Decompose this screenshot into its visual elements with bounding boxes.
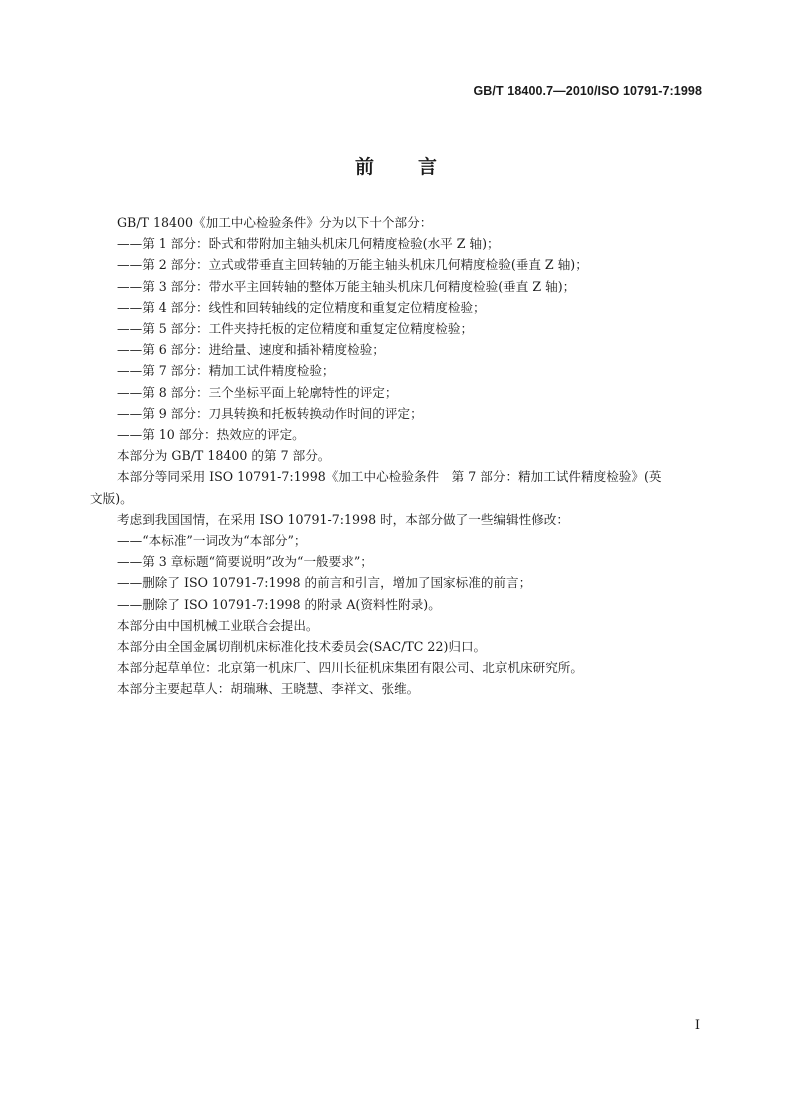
paragraph-proposer: 本部分由中国机械工业联合会提出。: [117, 617, 319, 633]
list-item-modification-3: ——删除了 ISO 10791-7:1998 的前言和引言，增加了国家标准的前言；: [117, 575, 532, 591]
paragraph-modifications: 考虑到我国国情，在采用 ISO 10791-7:1998 时，本部分做了一些编辑性修改：: [117, 511, 569, 527]
page-title: 前言: [354, 156, 481, 178]
paragraph-drafting-units: 本部分起草单位：北京第一机床厂、四川长征机床集团有限公司、北京机床研究所。: [117, 660, 583, 676]
page-number: I: [694, 1018, 700, 1033]
list-item-part-7: ——第 7 部分：精加工试件精度检验；: [117, 363, 335, 379]
list-item-part-10: ——第 10 部分：热效应的评定。: [117, 427, 305, 443]
list-item-part-5: ——第 5 部分：工件夹持托板的定位精度和重复定位精度检验；: [117, 321, 474, 337]
paragraph-part-statement: 本部分为 GB/T 18400 的第 7 部分。: [117, 448, 331, 464]
paragraph-intro: GB/T 18400《加工中心检验条件》分为以下十个部分：: [117, 215, 433, 230]
list-item-part-1: ——第 1 部分：卧式和带附加主轴头机床几何精度检验(水平 Z 轴)；: [117, 236, 500, 252]
paragraph-drafters: 本部分主要起草人：胡瑞琳、王晓慧、李祥文、张维。: [117, 681, 420, 697]
paragraph-centralized: 本部分由全国金属切削机床标准化技术委员会(SAC/TC 22)归口。: [117, 639, 487, 655]
list-item-modification-2: ——第 3 章标题“简要说明”改为“一般要求”；: [117, 554, 373, 570]
list-item-part-9: ——第 9 部分：刀具转换和托板转换动作时间的评定；: [117, 405, 423, 421]
list-item-part-8: ——第 8 部分：三个坐标平面上轮廓特性的评定；: [117, 384, 398, 400]
paragraph-adoption-continued: 文版)。: [90, 490, 133, 506]
list-item-part-4: ——第 4 部分：线性和回转轴线的定位精度和重复定位精度检验；: [117, 299, 486, 315]
list-item-part-3: ——第 3 部分：带水平主回转轴的整体万能主轴头机床几何精度检验(垂直 Z 轴)；: [117, 278, 576, 294]
paragraph-adoption: 本部分等同采用 ISO 10791-7:1998《加工中心检验条件 第 7 部分：精加工试件精度检验》(英: [117, 469, 662, 485]
standard-code: GB/T 18400.7—2010/ISO 10791-7:1998: [473, 84, 702, 98]
list-item-modification-4: ——删除了 ISO 10791-7:1998 的附录 A(资料性附录)。: [117, 596, 441, 612]
list-item-part-2: ——第 2 部分：立式或带垂直主回转轴的万能主轴头机床几何精度检验(垂直 Z 轴)；: [117, 257, 588, 273]
document-body: [90, 212, 704, 700]
list-item-modification-1: ——“本标准”一词改为“本部分”；: [117, 533, 307, 549]
list-item-part-6: ——第 6 部分：进给量、速度和插补精度检验；: [117, 342, 385, 358]
